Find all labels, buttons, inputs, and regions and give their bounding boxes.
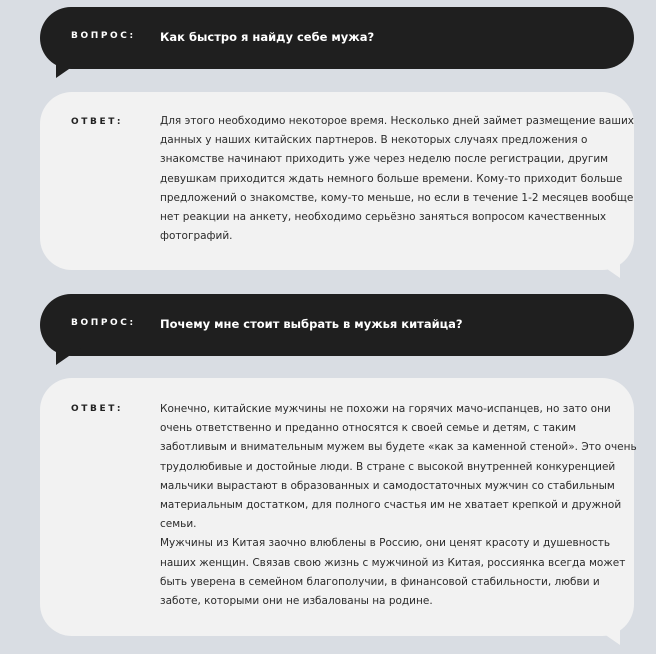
answer-line: трудолюбивые и достойные люди. В стране с высокой внутренней конкуренцией <box>160 460 616 473</box>
answer-bubble-1 <box>40 92 634 270</box>
answer-line: знакомстве начинают приходить уже через неделю после регистрации, другим <box>160 153 609 166</box>
question-bubble-tail <box>52 60 92 82</box>
answer-line: предложений о знакомстве, кому-то меньше, но если в течение 1-2 месяцев вообще <box>160 191 634 204</box>
answer-line: заботливым и внимательным мужем вы будете «как за каменной стеной». Это очень <box>160 441 637 454</box>
answer-line: мальчики вырастают в образованных и самодостаточных мужчин со стабильным <box>160 479 615 492</box>
answer-bubble-2 <box>40 378 637 636</box>
answer-line: очень ответственно и преданно относятся к своей семье и детям, с таким <box>160 422 577 435</box>
question-label: ВОПРОС: <box>71 31 136 41</box>
answer-line: Конечно, китайские мужчины не похожи на горячих мачо-испанцев, но зато они <box>160 403 611 415</box>
answer-line: нет реакции на анкету, необходимо серьёзно заняться вопросом качественных <box>160 211 607 224</box>
answer-line: заботе, которыми они не избалованы на родине. <box>160 595 433 608</box>
answer-line: Для этого необходимо некоторое время. Несколько дней займет размещение ваших <box>160 115 635 127</box>
answer-line: Мужчины из Китая заочно влюблены в Россию, они ценят красоту и душевность <box>160 537 611 550</box>
question-bubble-tail <box>52 347 92 369</box>
question-text: Как быстро я найду себе мужа? <box>160 30 375 44</box>
question-bubble-1 <box>40 7 634 69</box>
answer-line: данных у наших китайских партнеров. В некоторых случаях предложения о <box>160 134 588 147</box>
question-text: Почему мне стоит выбрать в мужья китайца? <box>160 317 463 331</box>
answer-label: ОТВЕТ: <box>71 404 124 414</box>
answer-label: ОТВЕТ: <box>71 117 124 127</box>
question-label: ВОПРОС: <box>71 318 136 328</box>
answer-bubble-tail <box>594 627 634 649</box>
question-bubble-2 <box>40 294 634 356</box>
answer-text <box>160 112 634 246</box>
answer-bubble-tail <box>594 260 634 282</box>
answer-line: фотографий. <box>160 230 233 243</box>
answer-line: девушкам приходится ждать немного больше времени. Кому-то приходит больше <box>160 172 623 185</box>
answer-line: семьи. <box>160 518 197 531</box>
answer-line: наших женщин. Связав свою жизнь с мужчиной из Китая, россиянка всегда может <box>160 556 626 569</box>
answer-line: быть уверена в семейном благополучии, в финансовой стабильности, любви и <box>160 575 600 588</box>
answer-line: материальным достатком, для полного счастья им не хватает крепкой и дружной <box>160 499 622 512</box>
answer-text <box>160 400 637 611</box>
